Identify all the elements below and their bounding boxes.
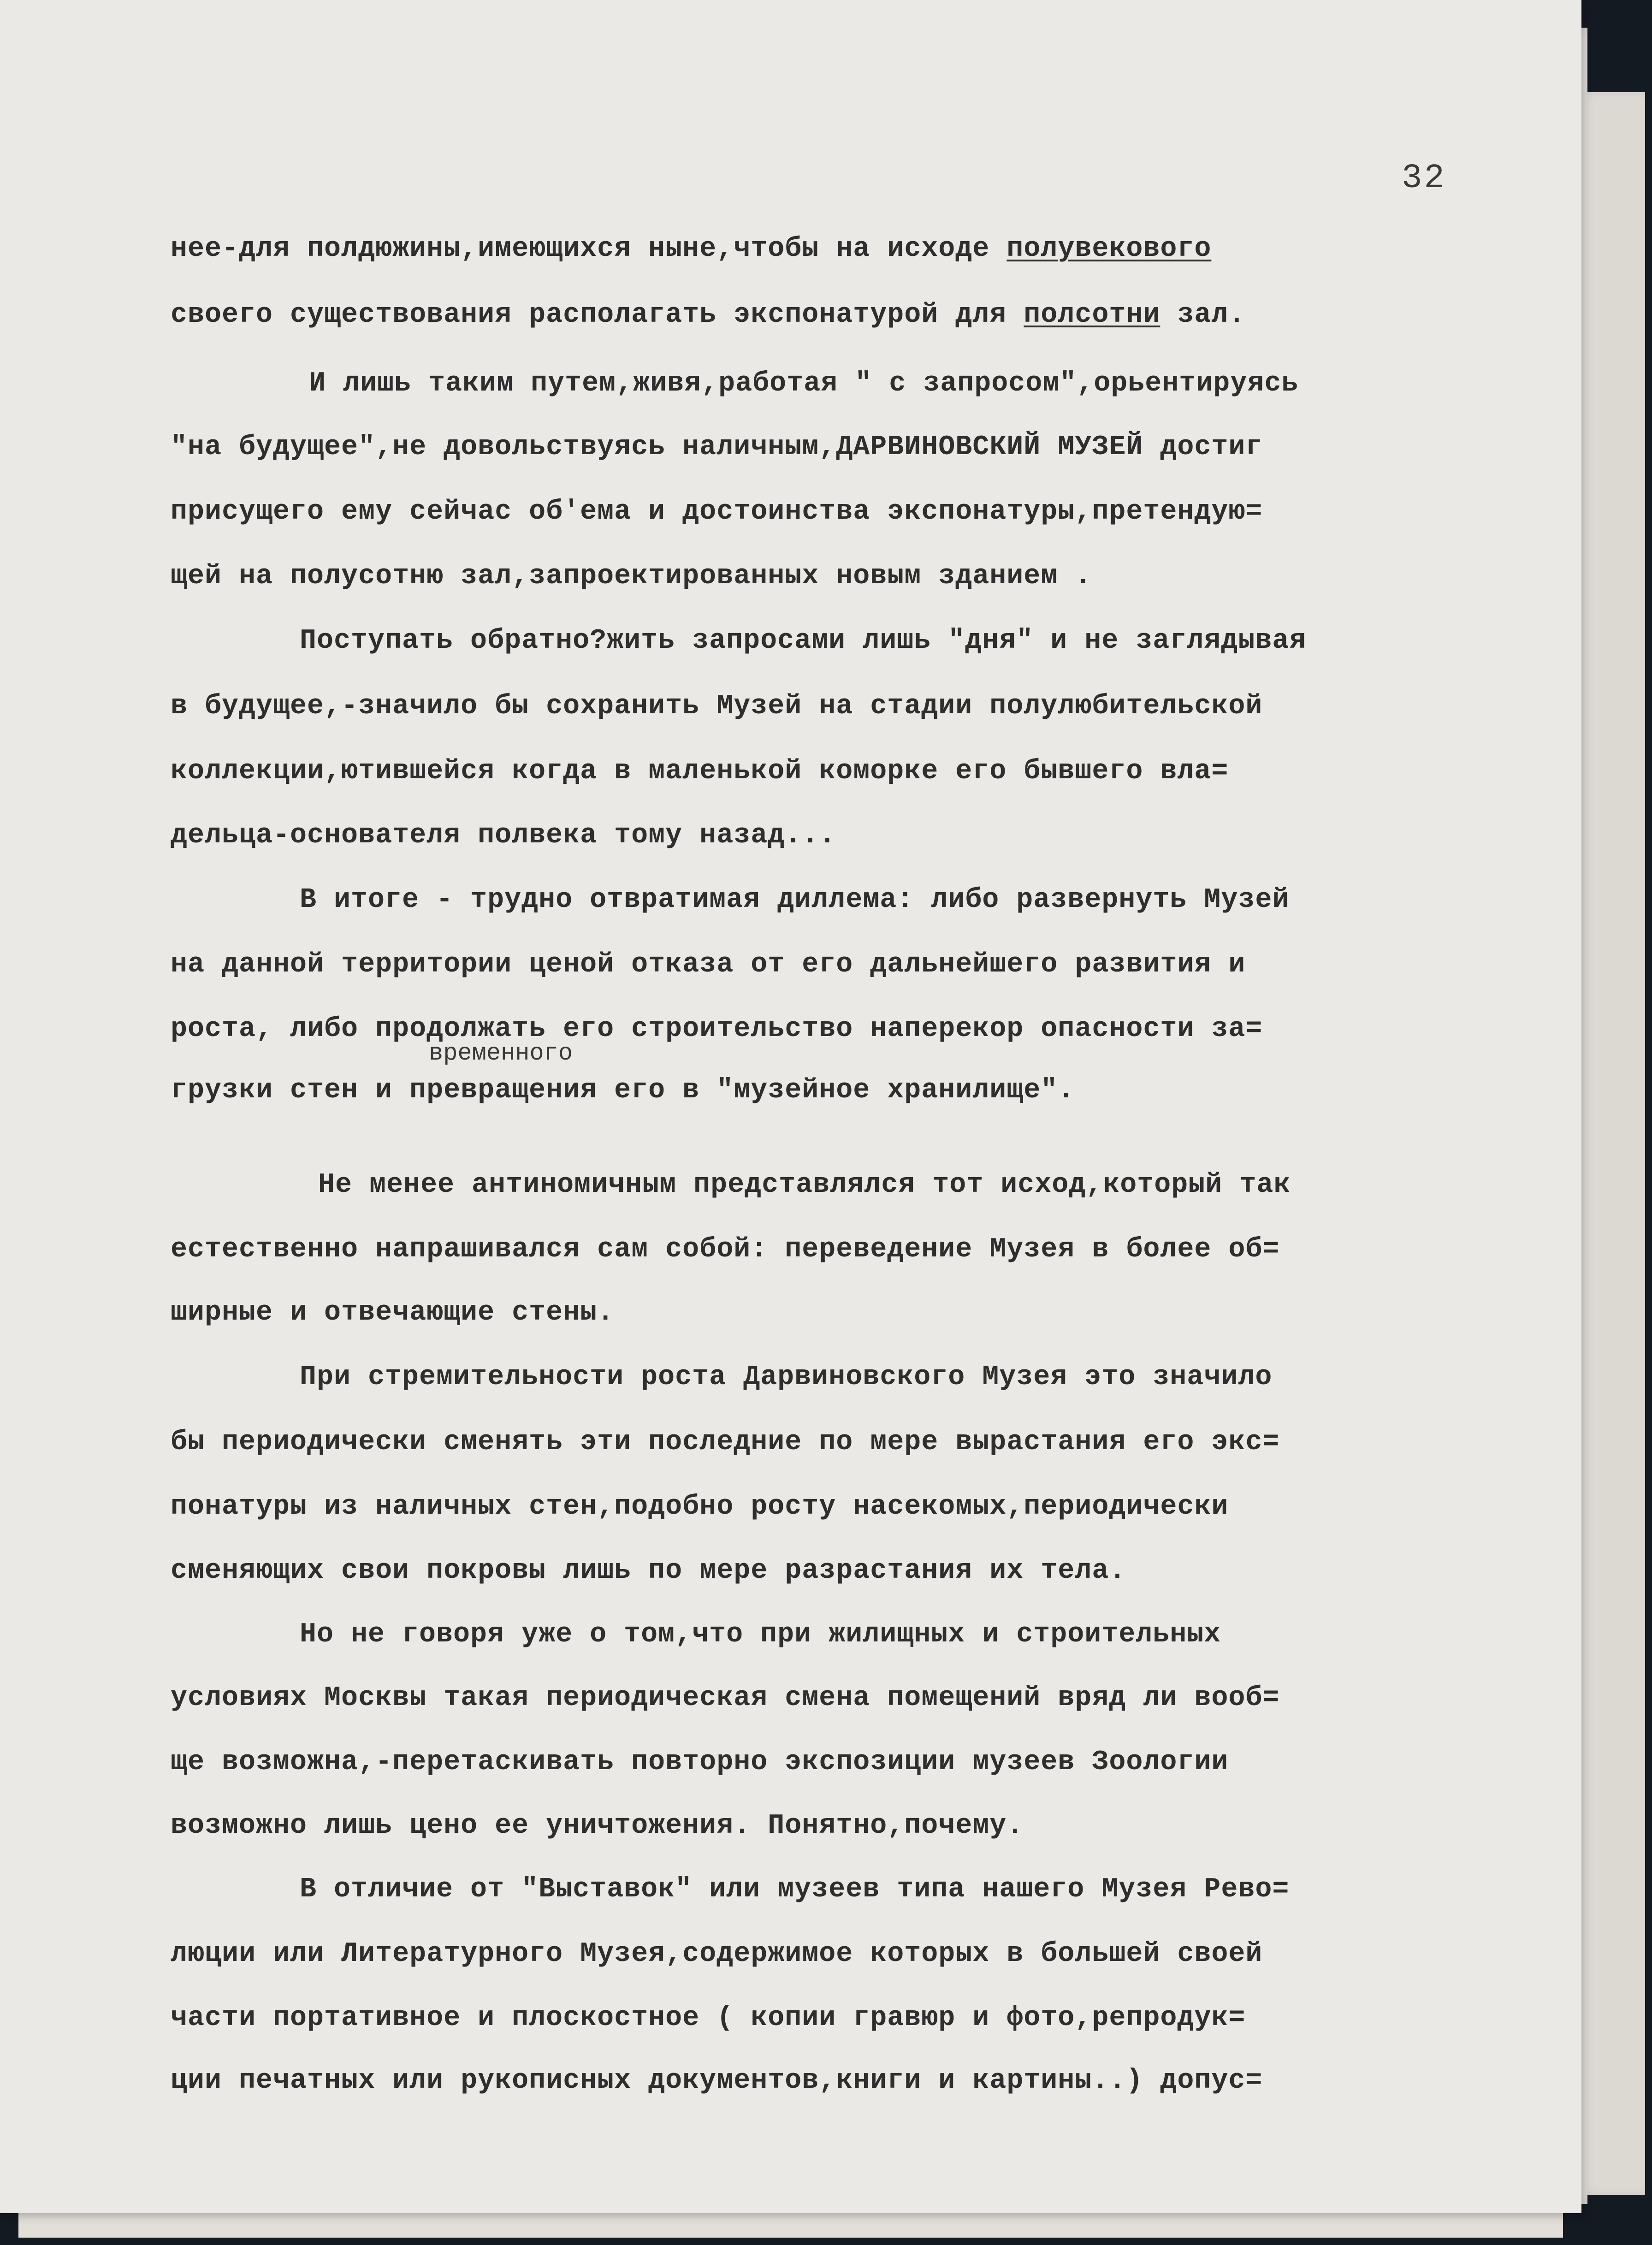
text-line: бы периодически сменять эти последние по мере вырастания его экс= <box>171 1427 1280 1458</box>
text-line: "на будущее",не довольствуясь наличным,ДАРВИНОВСКИЙ МУЗЕЙ достиг <box>171 432 1263 463</box>
text-line: В итоге - трудно отвратимая диллема: либо развернуть Музей <box>300 884 1290 916</box>
handwritten-insertion: временного <box>429 1040 573 1067</box>
text-line: ции печатных или рукописных документов,книги и картины..) допус= <box>171 2065 1263 2097</box>
text-line: Но не говоря уже о том,что при жилищных и строительных <box>300 1619 1221 1650</box>
page-number: 32 <box>1402 159 1446 198</box>
text-line: условиях Москвы такая периодическая смена помещений вряд ли вооб= <box>171 1682 1280 1714</box>
text-line: роста, либо продолжать его строительство наперекор опасности за= <box>171 1013 1263 1045</box>
underlined-word: полсотни <box>1024 299 1161 331</box>
text-line: При стремительности роста Дарвиновского Музея это значило <box>300 1362 1273 1393</box>
text-line: ширные и отвечающие стены. <box>171 1297 615 1328</box>
text-line: дельца-основателя полвека тому назад... <box>171 820 836 851</box>
text-line: своего существования располагать экспонатурой для полсотни зал. <box>171 299 1246 331</box>
text-line: Поступать обратно?жить запросами лишь "дня" и не заглядывая <box>300 625 1307 657</box>
text-line: И лишь таким путем,живя,работая " с запросом",орьентируясь <box>309 368 1299 399</box>
text-line: грузки стен и превращения его в "музейное хранилище". <box>171 1075 1075 1106</box>
text-line: на данной территории ценой отказа от его дальнейшего развития и <box>171 949 1246 980</box>
text-line: части портативное и плоскостное ( копии гравюр и фото,репродук= <box>171 2002 1246 2034</box>
text-line: ще возможна,-перетаскивать повторно экспозиции музеев Зоологии <box>171 1747 1229 1778</box>
text-line: понатуры из наличных стен,подобно росту насекомых,периодически <box>171 1491 1229 1522</box>
underlined-word: полувекового <box>1007 233 1212 265</box>
text-line: В отличие от "Выставок" или музеев типа нашего Музея Рево= <box>300 1874 1290 1905</box>
text-line: присущего ему сейчас об'ема и достоинства экспонатуры,претендую= <box>171 496 1263 527</box>
text-line: возможно лишь цено ее уничтожения. Понятно,почему. <box>171 1810 1024 1842</box>
text-line: коллекции,ютившейся когда в маленькой коморке его бывшего вла= <box>171 756 1229 787</box>
text-line: щей на полусотню зал,запроектированных новым зданием . <box>171 561 1092 592</box>
text-line: люции или Литературного Музея,содержимое которых в большей своей <box>171 1938 1263 1970</box>
text-line: нее-для полдюжины,имеющихся ныне,чтобы на исходе полувекового <box>171 233 1212 265</box>
text-line: Не менее антиномичным представлялся тот исход,который так <box>318 1169 1291 1201</box>
text-line: естественно напрашивался сам собой: переведение Музея в более об= <box>171 1234 1280 1265</box>
text-line: в будущее,-значило бы сохранить Музей на стадии полулюбительской <box>171 691 1263 722</box>
text-line: сменяющих свои покровы лишь по мере разрастания их тела. <box>171 1555 1126 1587</box>
